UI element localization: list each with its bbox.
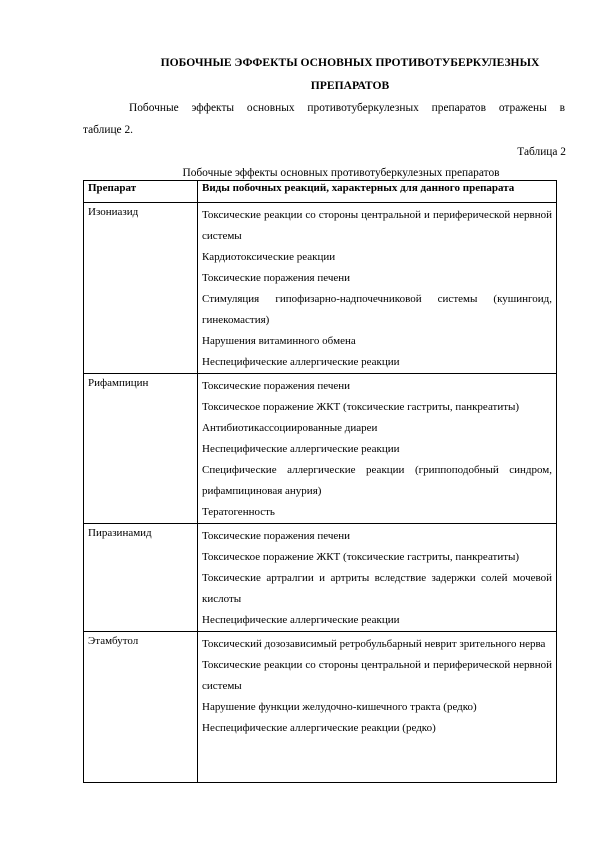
- table-row-rifampicin: [84, 374, 557, 524]
- drug-name: Этамбутол: [84, 632, 198, 783]
- reaction-item: Неспецифические аллергические реакции: [202, 356, 400, 368]
- table-header-row: [84, 181, 557, 203]
- reaction-item: Токсическое поражение ЖКТ (токсические гастриты, панкреатиты): [202, 401, 520, 413]
- table-row-isoniazid: [84, 203, 557, 374]
- drug-name: Рифампицин: [84, 374, 198, 524]
- table-row-pyrazinamide: [84, 524, 557, 632]
- table-caption: Побочные эффекты основных противотуберкулезных препаратов: [182, 167, 500, 179]
- reaction-item: Токсическое поражение ЖКТ (токсические гастриты, панкреатиты): [202, 551, 520, 563]
- section-title-line-2: ПРЕПАРАТОВ: [310, 79, 390, 92]
- reaction-item: Токсические поражения печени: [202, 530, 351, 542]
- reactions-cell: [198, 203, 557, 374]
- reaction-item: Антибиотикассоциированные диареи: [202, 422, 378, 434]
- section-title-line-1: ПОБОЧНЫЕ ЭФФЕКТЫ ОСНОВНЫХ ПРОТИВОТУБЕРКУЛЕЗНЫХ: [160, 56, 540, 69]
- reaction-item: Неспецифические аллергические реакции: [202, 614, 400, 626]
- header-reactions: Виды побочных реакций, характерных для данного препарата: [198, 181, 557, 203]
- reactions-cell: [198, 374, 557, 524]
- reaction-item: Токсический дозозависимый ретробульбарный неврит зрительного нерва: [202, 638, 546, 650]
- reaction-item: Токсические поражения печени: [202, 380, 351, 392]
- reaction-item: Нарушение функции желудочно-кишечного тракта (редко): [202, 701, 477, 713]
- drug-name: Пиразинамид: [84, 524, 198, 632]
- intro-paragraph-line-1: Побочные эффекты основных противотуберкулезных препаратов отражены в: [129, 102, 565, 114]
- reaction-item: Тератогенность: [202, 506, 275, 518]
- reaction-item: Токсические реакции со стороны центральной и периферической нервной системы: [202, 209, 552, 242]
- reaction-item: Неспецифические аллергические реакции: [202, 443, 400, 455]
- side-effects-table: [83, 180, 557, 783]
- reaction-item: Токсические артралгии и артриты вследствие задержки солей мочевой кислоты: [202, 572, 552, 605]
- intro-paragraph-line-2: таблице 2.: [83, 124, 134, 136]
- reactions-cell: [198, 524, 557, 632]
- table-number: Таблица 2: [517, 146, 566, 158]
- reactions-cell: [198, 632, 557, 783]
- header-drug: Препарат: [84, 181, 198, 203]
- reaction-item: Кардиотоксические реакции: [202, 251, 336, 263]
- reaction-item: Неспецифические аллергические реакции (редко): [202, 722, 436, 734]
- reaction-item: Токсические поражения печени: [202, 272, 351, 284]
- table-row-ethambutol: [84, 632, 557, 783]
- reaction-item: Токсические реакции со стороны центральной и периферической нервной системы: [202, 659, 552, 692]
- reaction-item: Специфические аллергические реакции (гриппоподобный синдром, рифампициновая анурия): [202, 464, 552, 497]
- drug-name: Изониазид: [84, 203, 198, 374]
- reaction-item: Нарушения витаминного обмена: [202, 335, 356, 347]
- reaction-item: Стимуляция гипофизарно-надпочечниковой системы (кушингоид, гинекомастия): [202, 293, 552, 326]
